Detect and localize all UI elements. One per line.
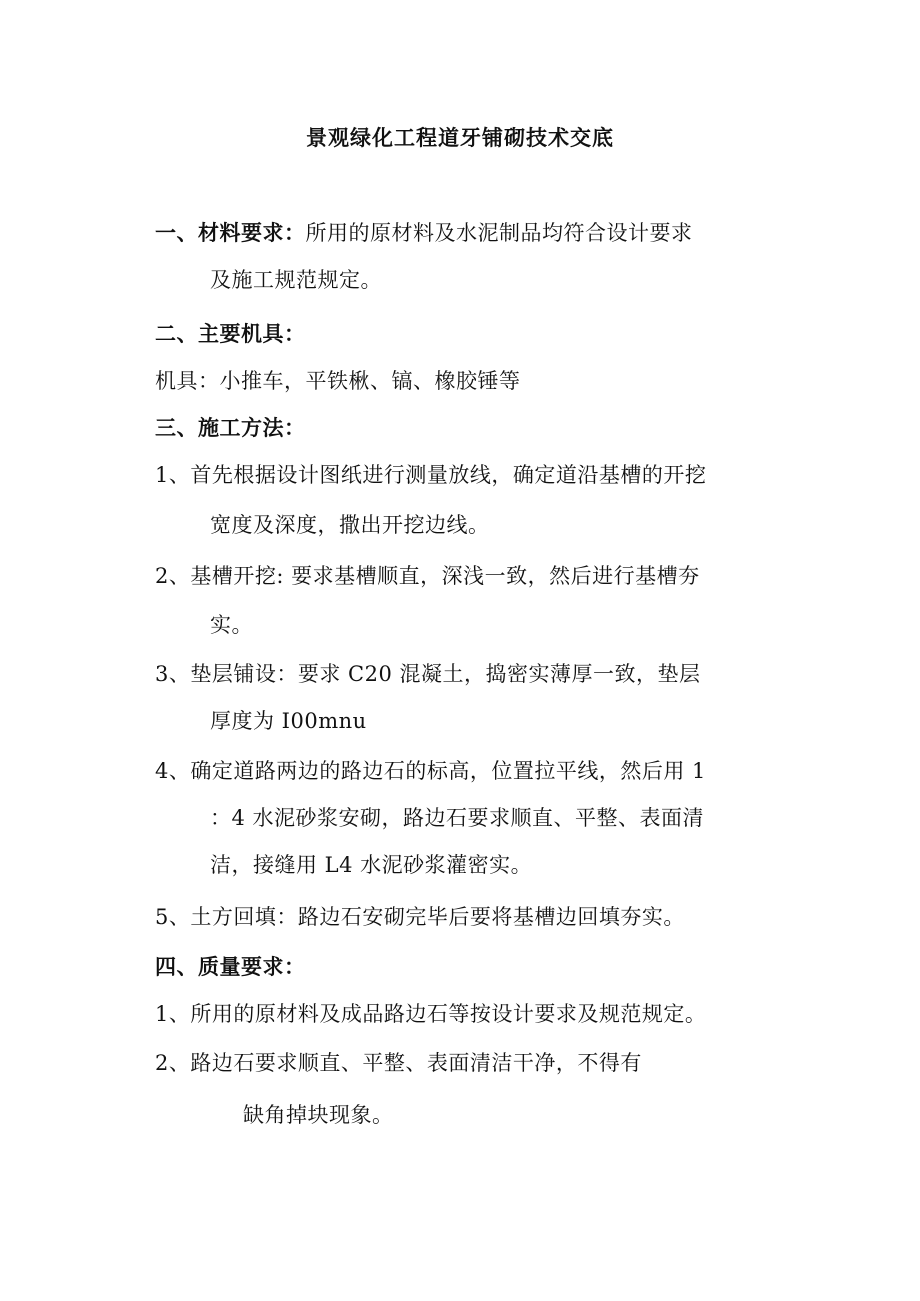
method-item-3-line-2: 厚度为 I00mnu [210,709,367,733]
section-2-heading: 二、主要机具： [155,321,306,346]
method-item-1-line-1: 1、首先根据设计图纸进行测量放线，确定道沿基槽的开挖 [155,463,707,487]
section-1-heading: 一、材料要求： [155,220,306,245]
section-1-line [155,219,693,247]
section-3-heading: 三、施工方法： [155,415,306,440]
document-title: 景观绿化工程道牙铺砌技术交底 [306,125,614,150]
method-item-2-line-2: 实。 [210,613,253,637]
method-item-4-line-2: ：4 水泥砂浆安砌，路边石要求顺直、平整、表面清 [210,806,705,830]
quality-item-2-line-2: 缺角掉块现象。 [243,1103,394,1127]
method-item-3-line-1: 3、垫层铺设：要求 C20 混凝土，捣密实薄厚一致，垫层 [155,662,701,686]
method-item-4-line-3: 洁，接缝用 L4 水泥砂浆灌密实。 [210,853,533,877]
section-2-text: 机具：小推车，平铁楸、镐、橡胶锤等 [155,369,521,393]
quality-item-2-line-1: 2、路边石要求顺直、平整、表面清洁干净，不得有 [155,1051,642,1075]
method-item-4-line-1: 4、确定道路两边的路边石的标高，位置拉平线，然后用 1 [155,759,706,783]
method-item-5-line-1: 5、土方回填：路边石安砌完毕后要将基槽边回填夯实。 [155,905,685,929]
quality-item-1-line-1: 1、所用的原材料及成品路边石等按设计要求及规范规定。 [155,1002,707,1026]
method-item-1-line-2: 宽度及深度，撒出开挖边线。 [210,513,490,537]
section-1-text: 所用的原材料及水泥制品均符合设计要求 [305,221,693,245]
section-1-text-continued: 及施工规范规定。 [210,268,382,292]
method-item-2-line-1: 2、基槽开挖: 要求基槽顺直，深浅一致，然后进行基槽夯 [155,564,700,588]
section-4-heading: 四、质量要求： [155,954,306,979]
